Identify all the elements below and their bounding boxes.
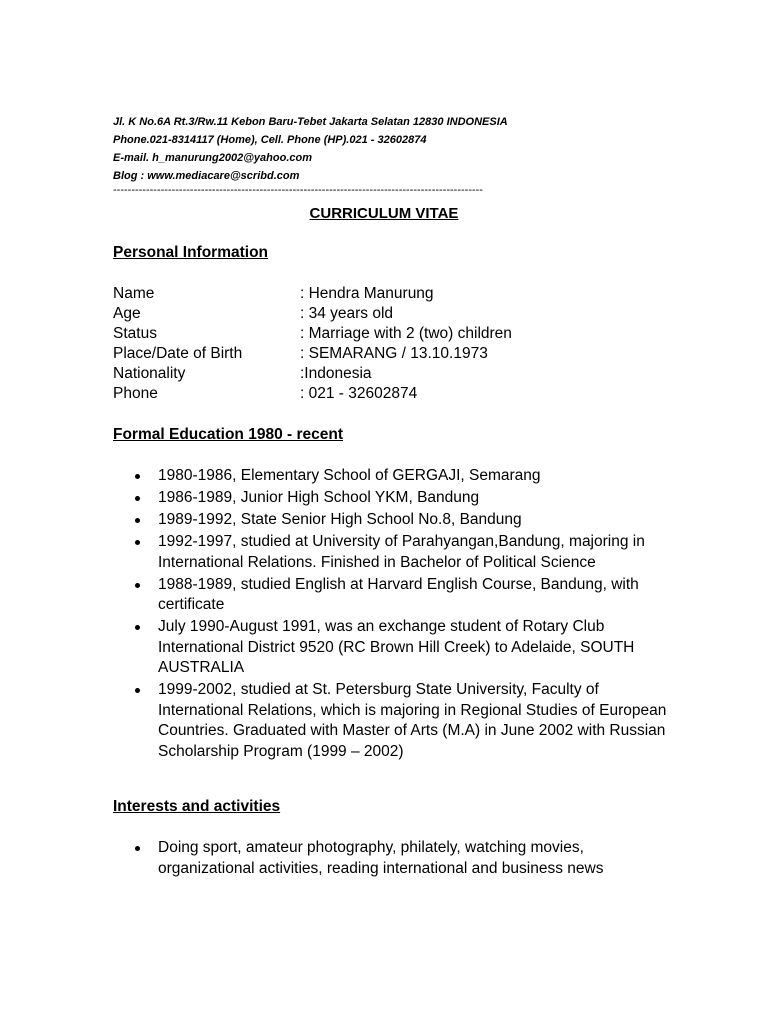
list-item-text: July 1990-August 1991, was an exchange student of Rotary Club International District 9520 (RC Brown Hill Creek) to Adelaide, SOUTH AUSTRALIA: [158, 618, 635, 676]
list-item: [113, 575, 673, 616]
info-value: :Indonesia: [300, 365, 372, 382]
info-label: Age: [113, 305, 141, 322]
education-heading: Formal Education 1980 - recent: [113, 426, 343, 443]
bullet-icon: [135, 518, 140, 523]
bullet-icon: [135, 474, 140, 479]
bullet-icon: [135, 540, 140, 545]
page-title: CURRICULUM VITAE: [309, 205, 459, 222]
info-row-birth: [113, 344, 673, 364]
list-item: [113, 466, 673, 487]
info-row-status: [113, 324, 673, 344]
phone-line: Phone.021-8314117 (Home), Cell. Phone (HP).021 - 32602874: [113, 134, 427, 146]
list-item: [113, 532, 673, 573]
list-item: [113, 838, 673, 879]
info-label: Status: [113, 325, 157, 342]
list-item-text: 1992-1997, studied at University of Parahyangan,Bandung, majoring in International Relations. Finished in Bachelor of Political Science: [158, 533, 645, 571]
list-item-text: 1988-1989, studied English at Harvard English Course, Bandung, with certificate: [158, 575, 639, 613]
info-label: Place/Date of Birth: [113, 345, 243, 362]
info-row-phone: [113, 384, 673, 404]
blog-line: Blog : www.mediacare@scribd.com: [113, 170, 300, 182]
interests-heading: Interests and activities: [113, 798, 281, 815]
email-line: E-mail. h_manurung2002@yahoo.com: [113, 152, 312, 164]
info-row-nationality: [113, 364, 673, 384]
info-value: : SEMARANG / 13.10.1973: [300, 345, 488, 362]
list-item: [113, 680, 673, 762]
list-item-text: Doing sport, amateur photography, philately, watching movies, organizational activities, reading international and business news: [158, 839, 604, 877]
address-line: Jl. K No.6A Rt.3/Rw.11 Kebon Baru-Tebet Jakarta Selatan 12830 INDONESIA: [113, 116, 508, 128]
list-item: [113, 488, 673, 509]
bullet-icon: [135, 583, 140, 588]
list-item-text: 1986-1989, Junior High School YKM, Bandung: [158, 489, 480, 506]
personal-info-table: [113, 284, 673, 404]
info-value: : Hendra Manurung: [300, 285, 434, 302]
info-value: : 021 - 32602874: [300, 385, 418, 402]
info-value: : Marriage with 2 (two) children: [300, 325, 512, 342]
education-list: [113, 466, 673, 764]
interests-list: [113, 838, 673, 881]
bullet-icon: [135, 846, 140, 851]
list-item-text: 1999-2002, studied at St. Petersburg State University, Faculty of International Relations, which is majoring in Regional Studies of European Countries. Graduated with Master of Arts (M.A) in June 2002 with Russian Scholarship Program (1999 – 2002): [158, 681, 667, 760]
personal-info-heading: Personal Information: [113, 244, 269, 261]
bullet-icon: [135, 496, 140, 501]
bullet-icon: [135, 625, 140, 630]
header-divider: -----------------------------------------------------------------------------------------------------: [113, 184, 483, 196]
list-item: [113, 617, 673, 679]
list-item-text: 1989-1992, State Senior High School No.8, Bandung: [158, 511, 522, 528]
list-item-text: 1980-1986, Elementary School of GERGAJI, Semarang: [158, 467, 541, 484]
bullet-icon: [135, 688, 140, 693]
contact-header: [113, 113, 673, 185]
info-label: Name: [113, 285, 155, 302]
list-item: [113, 510, 673, 531]
info-value: : 34 years old: [300, 305, 394, 322]
info-row-name: [113, 284, 673, 304]
info-row-age: [113, 304, 673, 324]
info-label: Nationality: [113, 365, 186, 382]
info-label: Phone: [113, 385, 158, 402]
